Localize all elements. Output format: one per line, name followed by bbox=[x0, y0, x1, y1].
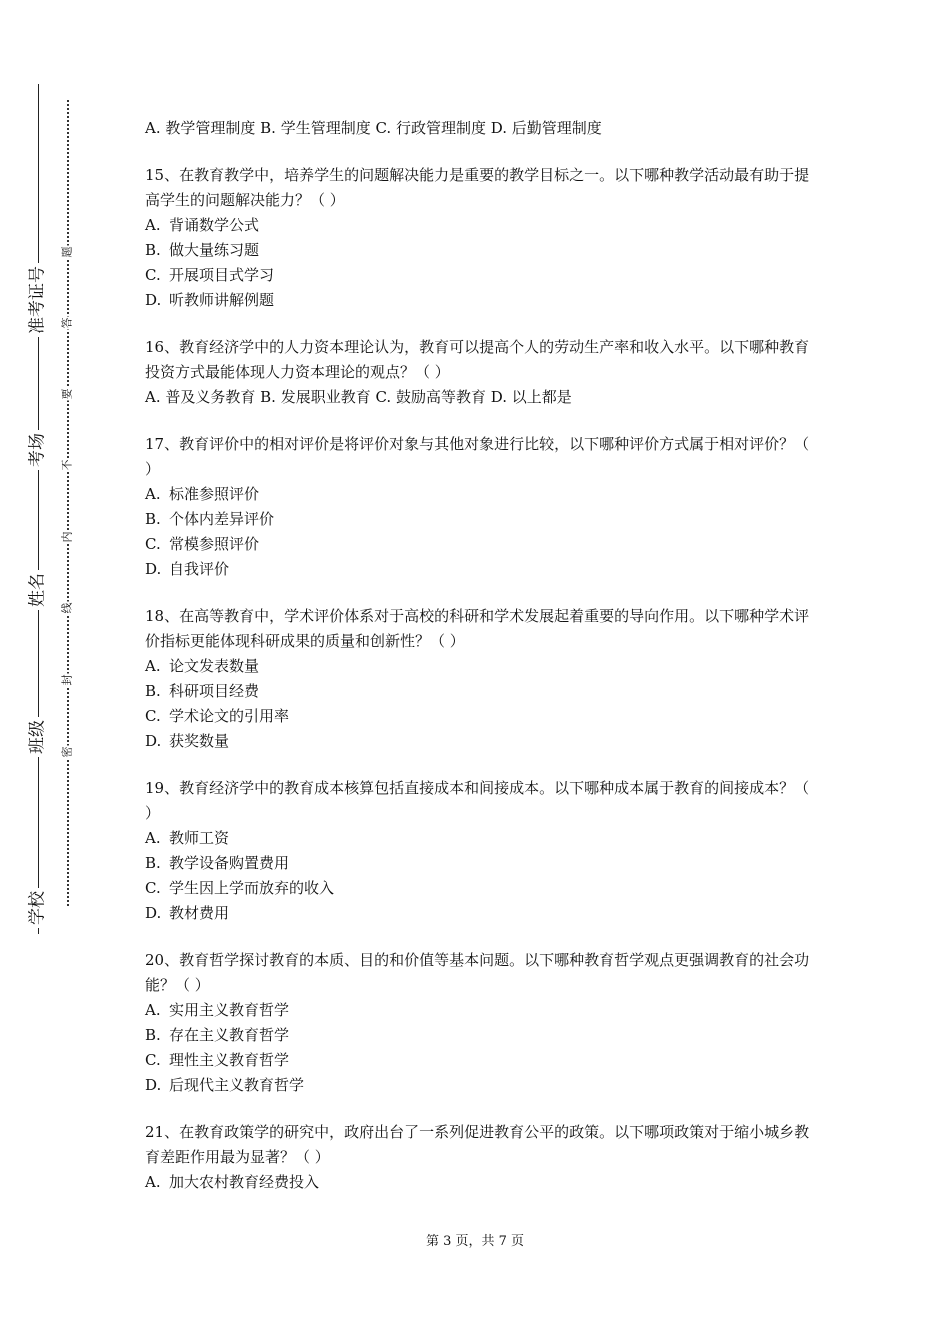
option-b: B. 存在主义教育哲学 bbox=[145, 1026, 290, 1044]
inline-options: A. 普及义务教育 B. 发展职业教育 C. 鼓励高等教育 D. 以上都是 bbox=[145, 388, 572, 406]
page-footer: 第 3 页，共 7 页 bbox=[425, 1234, 525, 1249]
seal-char: 不 bbox=[60, 459, 74, 471]
label-class: 班级 bbox=[30, 717, 47, 757]
question-content bbox=[145, 116, 815, 1217]
option-c: C. 学生因上学而放弃的收入 bbox=[145, 879, 335, 897]
option-c: C. 开展项目式学习 bbox=[145, 266, 275, 284]
option-a: A. 加大农村教育经费投入 bbox=[145, 1173, 320, 1191]
option-a: A. 背诵数学公式 bbox=[145, 216, 260, 234]
seal-char: 封 bbox=[60, 674, 74, 686]
question-stem: 19、教育经济学中的教育成本核算包括直接成本和间接成本。以下哪种成本属于教育的间接成本？（ ） bbox=[145, 779, 810, 822]
option-a: A. 论文发表数量 bbox=[145, 657, 260, 675]
label-exam-room: 考场 bbox=[30, 430, 47, 470]
seal-char: 密 bbox=[60, 746, 74, 758]
question-stem: 15、在教育教学中，培养学生的问题解决能力是重要的教学目标之一。以下哪种教学活动最有助于提高学生的问题解决能力？（ ） bbox=[145, 166, 810, 209]
option-a: A. 教师工资 bbox=[145, 829, 230, 847]
question-19 bbox=[145, 776, 815, 926]
option-b: B. 科研项目经费 bbox=[145, 682, 260, 700]
option-c: C. 理性主义教育哲学 bbox=[145, 1051, 290, 1069]
seal-char: 内 bbox=[60, 531, 74, 543]
question-stem: 20、教育哲学探讨教育的本质、目的和价值等基本问题。以下哪种教育哲学观点更强调教育的社会功能？（ ） bbox=[145, 951, 810, 994]
label-name: 姓名 bbox=[30, 570, 47, 610]
option-c: C. 学术论文的引用率 bbox=[145, 707, 290, 725]
option-b: B. 做大量练习题 bbox=[145, 241, 260, 259]
seal-char: 答 bbox=[60, 317, 74, 329]
seal-char: 线 bbox=[60, 602, 74, 614]
question-21 bbox=[145, 1120, 815, 1195]
option-b: B. 教学设备购置费用 bbox=[145, 854, 290, 872]
label-school: 学校 bbox=[30, 888, 47, 928]
question-16 bbox=[145, 335, 815, 410]
option-d: D. 听教师讲解例题 bbox=[145, 291, 275, 309]
question-20 bbox=[145, 948, 815, 1098]
option-d: D. 自我评价 bbox=[145, 560, 230, 578]
binding-margin bbox=[0, 0, 90, 1344]
question-17 bbox=[145, 432, 815, 582]
option-b: B. 个体内差异评价 bbox=[145, 510, 275, 528]
option-a: A. 标准参照评价 bbox=[145, 485, 260, 503]
option-c: C. 常模参照评价 bbox=[145, 535, 260, 553]
option-d: D. 获奖数量 bbox=[145, 732, 230, 750]
option-d: D. 后现代主义教育哲学 bbox=[145, 1076, 305, 1094]
seal-dotted-line bbox=[67, 100, 69, 906]
binding-solid-line bbox=[38, 84, 39, 934]
question-stem: 16、教育经济学中的人力资本理论认为，教育可以提高个人的劳动生产率和收入水平。以下哪种教育投资方式最能体现人力资本理论的观点？（ ） bbox=[145, 338, 810, 381]
question-stem: 17、教育评价中的相对评价是将评价对象与其他对象进行比较，以下哪种评价方式属于相对评价？（ ） bbox=[145, 435, 810, 478]
option-d: D. 教材费用 bbox=[145, 904, 230, 922]
question-18 bbox=[145, 604, 815, 754]
question-15 bbox=[145, 163, 815, 313]
label-exam-number: 准考证号 bbox=[30, 263, 47, 337]
inline-options: A. 教学管理制度 B. 学生管理制度 C. 行政管理制度 D. 后勤管理制度 bbox=[145, 119, 602, 137]
seal-char: 要 bbox=[60, 388, 74, 400]
question-stem: 18、在高等教育中，学术评价体系对于高校的科研和学术发展起着重要的导向作用。以下哪种学术评价指标更能体现科研成果的质量和创新性？（ ） bbox=[145, 607, 810, 650]
question-stem: 21、在教育政策学的研究中，政府出台了一系列促进教育公平的政策。以下哪项政策对于缩小城乡教育差距作用最为显著？（ ） bbox=[145, 1123, 810, 1166]
seal-char: 题 bbox=[60, 246, 74, 258]
option-a: A. 实用主义教育哲学 bbox=[145, 1001, 290, 1019]
question-14-options bbox=[145, 116, 815, 141]
